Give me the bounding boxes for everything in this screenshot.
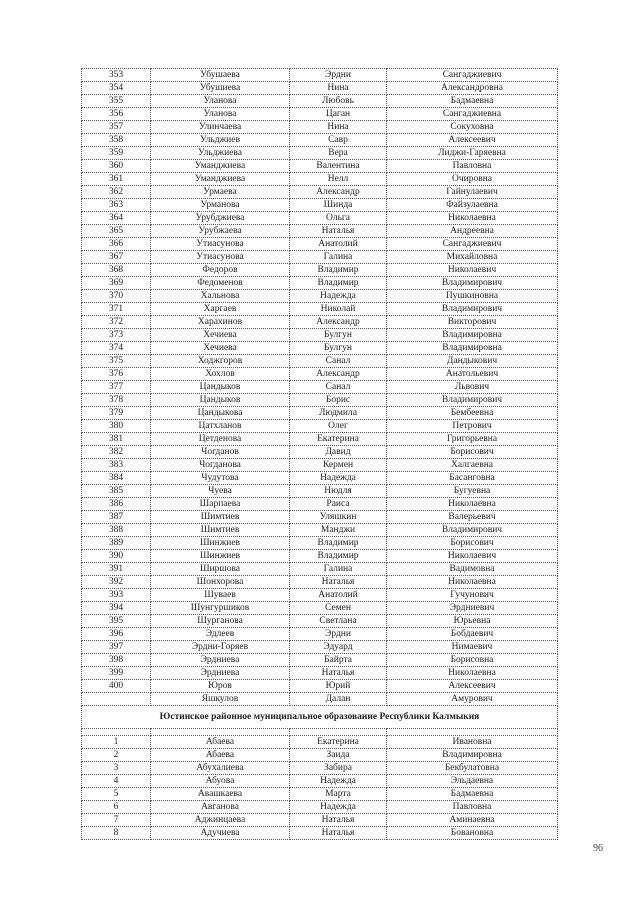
given-name-cell: Савр	[290, 134, 387, 147]
surname-cell: Шимтиев	[151, 524, 290, 537]
patronymic-cell: Викторович	[387, 316, 558, 329]
row-number-cell: 382	[82, 446, 151, 459]
patronymic-cell: Сангаджиевич	[387, 238, 558, 251]
patronymic-cell: Николаевна	[387, 212, 558, 225]
patronymic-cell: Владимировна	[387, 342, 558, 355]
given-name-cell: Наталья	[290, 667, 387, 680]
surname-cell: Аджинцаева	[151, 814, 290, 827]
patronymic-cell: Файзулаевна	[387, 199, 558, 212]
given-name-cell: Раиса	[290, 498, 387, 511]
row-number-cell: 376	[82, 368, 151, 381]
given-name-cell: Байрта	[290, 654, 387, 667]
given-name-cell: Надежда	[290, 801, 387, 814]
surname-cell: Урубжаева	[151, 225, 290, 238]
surname-cell: Утиасунова	[151, 251, 290, 264]
row-number-cell: 7	[82, 814, 151, 827]
table-row	[82, 381, 558, 394]
row-number-cell: 353	[82, 69, 151, 82]
surname-cell: Адучиева	[151, 827, 290, 840]
table-row	[82, 459, 558, 472]
given-name-cell: Екатерина	[290, 433, 387, 446]
given-name-cell: Нина	[290, 121, 387, 134]
row-number-cell: 361	[82, 173, 151, 186]
given-name-cell: Владимир	[290, 264, 387, 277]
row-number-cell: 355	[82, 95, 151, 108]
section-title: Юстинское районное муниципальное образование Республики Калмыкия	[82, 706, 558, 729]
table-row	[82, 199, 558, 212]
patronymic-cell: Нимаевич	[387, 641, 558, 654]
row-number-cell: 386	[82, 498, 151, 511]
row-number-cell: 1	[82, 736, 151, 749]
patronymic-cell: Сангаджиевич	[387, 69, 558, 82]
table-row	[82, 654, 558, 667]
table-row	[82, 801, 558, 814]
table-row	[82, 108, 558, 121]
surname-cell: Ульджиева	[151, 147, 290, 160]
patronymic-cell: Бадмаевна	[387, 788, 558, 801]
surname-cell: Уманджиева	[151, 160, 290, 173]
patronymic-cell: Владимирович	[387, 303, 558, 316]
table-row	[82, 498, 558, 511]
patronymic-cell: Павловна	[387, 801, 558, 814]
surname-cell: Урубджиева	[151, 212, 290, 225]
patronymic-cell: Николаевна	[387, 498, 558, 511]
surname-cell: Шунгуршиков	[151, 602, 290, 615]
given-name-cell: Эдуард	[290, 641, 387, 654]
given-name-cell: Санал	[290, 381, 387, 394]
surname-cell: Эдлеев	[151, 628, 290, 641]
row-number-cell: 398	[82, 654, 151, 667]
table-row	[82, 814, 558, 827]
patronymic-cell: Борисовна	[387, 654, 558, 667]
row-number-cell: 362	[82, 186, 151, 199]
patronymic-cell: Петрович	[387, 420, 558, 433]
patronymic-cell: Амурович	[387, 693, 558, 706]
section-header-row	[82, 706, 558, 729]
row-number-cell: 380	[82, 420, 151, 433]
given-name-cell: Надежда	[290, 290, 387, 303]
given-name-cell: Николай	[290, 303, 387, 316]
table-row	[82, 485, 558, 498]
given-name-cell: Шинда	[290, 199, 387, 212]
row-number-cell: 367	[82, 251, 151, 264]
row-number-cell: 356	[82, 108, 151, 121]
surname-cell: Абаева	[151, 736, 290, 749]
given-name-cell: Нюдля	[290, 485, 387, 498]
surname-cell: Шонхорова	[151, 576, 290, 589]
table-row	[82, 238, 558, 251]
surname-cell: Шимтиев	[151, 511, 290, 524]
table-row	[82, 329, 558, 342]
given-name-cell: Булгун	[290, 329, 387, 342]
patronymic-cell: Бобдаевич	[387, 628, 558, 641]
given-name-cell: Любовь	[290, 95, 387, 108]
surname-cell: Уланова	[151, 95, 290, 108]
table-row	[82, 472, 558, 485]
table-row	[82, 212, 558, 225]
surname-cell: Харгаев	[151, 303, 290, 316]
given-name-cell: Заида	[290, 749, 387, 762]
surname-cell: Авашкаева	[151, 788, 290, 801]
row-number-cell: 400	[82, 680, 151, 693]
row-number-cell: 358	[82, 134, 151, 147]
given-name-cell: Анатолий	[290, 238, 387, 251]
table-row	[82, 736, 558, 749]
table-row	[82, 602, 558, 615]
row-number-cell: 383	[82, 459, 151, 472]
surname-cell: Юров	[151, 680, 290, 693]
table-row	[82, 147, 558, 160]
given-name-cell: Марта	[290, 788, 387, 801]
table-row	[82, 524, 558, 537]
table-row	[82, 69, 558, 82]
row-number-cell: 377	[82, 381, 151, 394]
given-name-cell: Давид	[290, 446, 387, 459]
patronymic-cell: Аминаевна	[387, 814, 558, 827]
row-number-cell: 360	[82, 160, 151, 173]
row-number-cell: 392	[82, 576, 151, 589]
surname-cell: Цатхланов	[151, 420, 290, 433]
patronymic-cell: Лиджи-Гаряевна	[387, 147, 558, 160]
table-row	[82, 225, 558, 238]
row-number-cell: 372	[82, 316, 151, 329]
roster-rows-lower	[82, 736, 558, 840]
surname-cell: Шурганова	[151, 615, 290, 628]
patronymic-cell: Львович	[387, 381, 558, 394]
given-name-cell: Борис	[290, 394, 387, 407]
surname-cell: Цандыкова	[151, 407, 290, 420]
given-name-cell: Семен	[290, 602, 387, 615]
row-number-cell: 375	[82, 355, 151, 368]
given-name-cell: Эрдни	[290, 69, 387, 82]
surname-cell: Ширшова	[151, 563, 290, 576]
row-number-cell: 391	[82, 563, 151, 576]
patronymic-cell: Гучунович	[387, 589, 558, 602]
patronymic-cell: Николаевна	[387, 576, 558, 589]
row-number-cell: 364	[82, 212, 151, 225]
table-row	[82, 589, 558, 602]
roster-rows-upper	[82, 69, 558, 706]
given-name-cell: Юрий	[290, 680, 387, 693]
row-number-cell: 385	[82, 485, 151, 498]
surname-cell: Шинжиев	[151, 550, 290, 563]
patronymic-cell: Бугуевна	[387, 485, 558, 498]
row-number-cell: 365	[82, 225, 151, 238]
patronymic-cell: Владимировна	[387, 329, 558, 342]
row-number-cell: 394	[82, 602, 151, 615]
row-number-cell: 395	[82, 615, 151, 628]
given-name-cell: Цаган	[290, 108, 387, 121]
given-name-cell: Забира	[290, 762, 387, 775]
given-name-cell: Светлана	[290, 615, 387, 628]
surname-cell: Чудутова	[151, 472, 290, 485]
table-row	[82, 121, 558, 134]
given-name-cell: Булгун	[290, 342, 387, 355]
patronymic-cell: Ивановна	[387, 736, 558, 749]
patronymic-cell: Пушкиновна	[387, 290, 558, 303]
surname-cell: Утиасунова	[151, 238, 290, 251]
table-row	[82, 615, 558, 628]
table-row	[82, 251, 558, 264]
table-row	[82, 628, 558, 641]
given-name-cell: Анатолий	[290, 589, 387, 602]
patronymic-cell: Борисович	[387, 446, 558, 459]
table-row	[82, 303, 558, 316]
table-row	[82, 420, 558, 433]
table-row	[82, 277, 558, 290]
given-name-cell: Александр	[290, 368, 387, 381]
patronymic-cell: Басанговна	[387, 472, 558, 485]
patronymic-cell: Алексеевич	[387, 680, 558, 693]
row-number-cell: 2	[82, 749, 151, 762]
patronymic-cell: Владимировна	[387, 749, 558, 762]
patronymic-cell: Эрдниевич	[387, 602, 558, 615]
given-name-cell: Нелл	[290, 173, 387, 186]
surname-cell: Хечиева	[151, 342, 290, 355]
given-name-cell: Людмила	[290, 407, 387, 420]
surname-cell: Яшкулов	[151, 693, 290, 706]
given-name-cell: Александр	[290, 186, 387, 199]
table-row	[82, 290, 558, 303]
roster-table-wrapper	[81, 68, 557, 840]
row-number-cell: 399	[82, 667, 151, 680]
table-row	[82, 693, 558, 706]
surname-cell: Шинжиев	[151, 537, 290, 550]
patronymic-cell: Николаевич	[387, 550, 558, 563]
row-number-cell: 393	[82, 589, 151, 602]
patronymic-cell: Сангаджиевна	[387, 108, 558, 121]
patronymic-cell: Владимирович	[387, 394, 558, 407]
given-name-cell: Далан	[290, 693, 387, 706]
given-name-cell: Кермен	[290, 459, 387, 472]
row-number-cell: 8	[82, 827, 151, 840]
row-number-cell: 3	[82, 762, 151, 775]
patronymic-cell: Андреевна	[387, 225, 558, 238]
row-number-cell: 354	[82, 82, 151, 95]
table-row	[82, 550, 558, 563]
patronymic-cell: Алексеевич	[387, 134, 558, 147]
surname-cell: Урманова	[151, 199, 290, 212]
row-number-cell: 381	[82, 433, 151, 446]
given-name-cell: Нина	[290, 82, 387, 95]
given-name-cell: Уляшкин	[290, 511, 387, 524]
row-number-cell: 371	[82, 303, 151, 316]
row-number-cell: 363	[82, 199, 151, 212]
patronymic-cell: Бадмаевна	[387, 95, 558, 108]
table-row	[82, 680, 558, 693]
row-number-cell: 384	[82, 472, 151, 485]
given-name-cell: Эрдни	[290, 628, 387, 641]
patronymic-cell: Владимирович	[387, 277, 558, 290]
patronymic-cell: Валерьевич	[387, 511, 558, 524]
surname-cell: Чогданова	[151, 459, 290, 472]
table-row	[82, 433, 558, 446]
surname-cell: Цандыков	[151, 381, 290, 394]
row-number-cell: 379	[82, 407, 151, 420]
row-number-cell: 389	[82, 537, 151, 550]
given-name-cell: Наталья	[290, 814, 387, 827]
surname-cell: Хечиева	[151, 329, 290, 342]
surname-cell: Шарпаева	[151, 498, 290, 511]
patronymic-cell: Вадимовна	[387, 563, 558, 576]
given-name-cell: Санал	[290, 355, 387, 368]
row-number-cell: 370	[82, 290, 151, 303]
table-row	[82, 641, 558, 654]
page-number: 96	[593, 843, 603, 854]
surname-cell: Уманджиева	[151, 173, 290, 186]
surname-cell: Убушаева	[151, 69, 290, 82]
given-name-cell: Екатерина	[290, 736, 387, 749]
table-row	[82, 537, 558, 550]
given-name-cell: Наталья	[290, 576, 387, 589]
row-number-cell: 357	[82, 121, 151, 134]
table-row	[82, 511, 558, 524]
table-row	[82, 342, 558, 355]
given-name-cell: Владимир	[290, 550, 387, 563]
patronymic-cell: Павловна	[387, 160, 558, 173]
patronymic-cell: Александровна	[387, 82, 558, 95]
row-number-cell: 359	[82, 147, 151, 160]
row-number-cell: 368	[82, 264, 151, 277]
table-row	[82, 749, 558, 762]
row-number-cell: 373	[82, 329, 151, 342]
table-row	[82, 134, 558, 147]
row-number-cell: 388	[82, 524, 151, 537]
patronymic-cell: Очировна	[387, 173, 558, 186]
surname-cell: Хальнова	[151, 290, 290, 303]
patronymic-cell: Николаевна	[387, 667, 558, 680]
surname-cell: Абухалиева	[151, 762, 290, 775]
spacer-row	[82, 729, 558, 736]
row-number-cell: 4	[82, 775, 151, 788]
row-number-cell: 390	[82, 550, 151, 563]
surname-cell: Эрдниева	[151, 667, 290, 680]
given-name-cell: Надежда	[290, 775, 387, 788]
table-row	[82, 762, 558, 775]
table-row	[82, 316, 558, 329]
surname-cell: Харахинов	[151, 316, 290, 329]
row-number-cell: 396	[82, 628, 151, 641]
given-name-cell: Наталья	[290, 827, 387, 840]
table-row	[82, 394, 558, 407]
patronymic-cell: Бембеевна	[387, 407, 558, 420]
table-row	[82, 775, 558, 788]
given-name-cell: Владимир	[290, 537, 387, 550]
table-row	[82, 563, 558, 576]
patronymic-cell: Анатольевич	[387, 368, 558, 381]
section-header-group	[82, 706, 558, 736]
patronymic-cell: Эльдаевна	[387, 775, 558, 788]
patronymic-cell: Борисович	[387, 537, 558, 550]
roster-table	[81, 68, 558, 840]
surname-cell: Цандыков	[151, 394, 290, 407]
patronymic-cell: Юрьевна	[387, 615, 558, 628]
table-row	[82, 355, 558, 368]
given-name-cell: Манджи	[290, 524, 387, 537]
surname-cell: Абуова	[151, 775, 290, 788]
given-name-cell: Надежда	[290, 472, 387, 485]
row-number-cell: 397	[82, 641, 151, 654]
given-name-cell: Галина	[290, 251, 387, 264]
table-row	[82, 667, 558, 680]
table-row	[82, 576, 558, 589]
patronymic-cell: Владимирович	[387, 524, 558, 537]
surname-cell: Улинчаева	[151, 121, 290, 134]
row-number-cell	[82, 693, 151, 706]
patronymic-cell: Халгаевна	[387, 459, 558, 472]
surname-cell: Федоменов	[151, 277, 290, 290]
row-number-cell: 369	[82, 277, 151, 290]
surname-cell: Федоров	[151, 264, 290, 277]
surname-cell: Абаева	[151, 749, 290, 762]
patronymic-cell: Дандыкович	[387, 355, 558, 368]
patronymic-cell: Сокуховна	[387, 121, 558, 134]
surname-cell: Чогданов	[151, 446, 290, 459]
given-name-cell: Александр	[290, 316, 387, 329]
given-name-cell: Олег	[290, 420, 387, 433]
table-row	[82, 173, 558, 186]
table-row	[82, 368, 558, 381]
given-name-cell: Галина	[290, 563, 387, 576]
row-number-cell: 5	[82, 788, 151, 801]
row-number-cell: 387	[82, 511, 151, 524]
given-name-cell: Ольга	[290, 212, 387, 225]
row-number-cell: 366	[82, 238, 151, 251]
table-row	[82, 82, 558, 95]
table-row	[82, 446, 558, 459]
table-row	[82, 160, 558, 173]
table-row	[82, 827, 558, 840]
given-name-cell: Вера	[290, 147, 387, 160]
surname-cell: Авганова	[151, 801, 290, 814]
patronymic-cell: Григорьевна	[387, 433, 558, 446]
table-row	[82, 264, 558, 277]
table-row	[82, 186, 558, 199]
surname-cell: Уланова	[151, 108, 290, 121]
surname-cell: Хохлов	[151, 368, 290, 381]
surname-cell: Ходжгоров	[151, 355, 290, 368]
given-name-cell: Валентина	[290, 160, 387, 173]
patronymic-cell: Бекбулатовна	[387, 762, 558, 775]
table-row	[82, 95, 558, 108]
surname-cell: Убушиева	[151, 82, 290, 95]
surname-cell: Цетденова	[151, 433, 290, 446]
surname-cell: Урмаева	[151, 186, 290, 199]
surname-cell: Эрдни-Горяев	[151, 641, 290, 654]
row-number-cell: 378	[82, 394, 151, 407]
table-row	[82, 788, 558, 801]
given-name-cell: Владимир	[290, 277, 387, 290]
surname-cell: Чуева	[151, 485, 290, 498]
surname-cell: Шуваев	[151, 589, 290, 602]
row-number-cell: 6	[82, 801, 151, 814]
surname-cell: Ульджиев	[151, 134, 290, 147]
surname-cell: Эрдниева	[151, 654, 290, 667]
patronymic-cell: Николаевич	[387, 264, 558, 277]
patronymic-cell: Бовановна	[387, 827, 558, 840]
given-name-cell: Наталья	[290, 225, 387, 238]
table-row	[82, 407, 558, 420]
patronymic-cell: Михайловна	[387, 251, 558, 264]
row-number-cell: 374	[82, 342, 151, 355]
patronymic-cell: Гайнулаевич	[387, 186, 558, 199]
